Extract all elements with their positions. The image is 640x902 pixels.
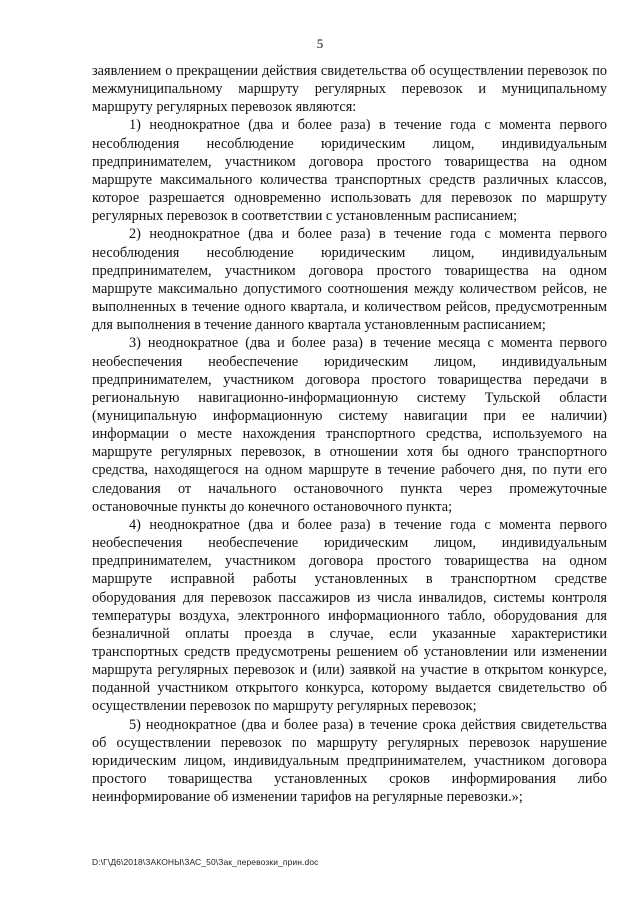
document-body [92,62,607,806]
paragraph-intro: заявлением о прекращении действия свидетельства об осуществлении перевозок по межмуниципальному маршруту регулярных перевозок и муниципальному маршруту регулярных перевозок являются: [92,63,607,116]
paragraph-item-5: 5) неоднократное (два и более раза) в течение срока действия свидетельства об осуществлении перевозок по маршруту регулярных перевозок нарушение юридическим лицом, индивидуальным предпринимателем, участником договора простого товарищества установленных сроков информирования либо неинформирование об изменении тарифов на регулярные перевозки.»; [92,716,607,806]
footer-file-path: D:\Г\Д6\2018\ЗАКОНЫ\ЗАС_50\Зак_перевозки_прин.doc [92,857,319,867]
paragraph-item-4: 4) неоднократное (два и более раза) в течение года с момента первого необеспечения необеспечение юридическим лицом, индивидуальным предпринимателем, участником договора простого товарищества на одном маршруте исправной работы установленных в транспортном средстве оборудования для перевозок пассажиров из числа инвалидов, системы контроля температуры воздуха, электронного информационного табло, оборудования для безналичной оплаты проезда в случае, если указанные характеристики транспортных средств предусмотрены решением об установлении или изменении маршрута регулярных перевозок и (или) заявкой на участие в открытом конкурсе, поданной участником открытого конкурса, которому выдается свидетельство об осуществлении перевозок по маршруту регулярных перевозок; [92,516,607,715]
page-number: 5 [316,36,324,51]
paragraph-item-3: 3) неоднократное (два и более раза) в течение месяца с момента первого необеспечения необеспечение юридическим лицом, индивидуальным предпринимателем, участником договора простого товарищества передачи в региональную навигационно-информационную систему Тульской области (муниципальную информационную систему навигации при ее наличии) информации о месте нахождения транспортного средства, используемого на маршруте регулярных перевозок, в отношении хотя бы одного транспортного средства, находящегося на одном маршруте в течение рабочего дня, по пути его следования от начального остановочного пункта через промежуточные остановочные пункты до конечного остановочного пункта; [92,335,607,515]
paragraph-item-2: 2) неоднократное (два и более раза) в течение года с момента первого несоблюдения несоблюдение юридическим лицом, индивидуальным предпринимателем, участником договора простого товарищества на одном маршруте максимально допустимого соотношения между количеством рейсов, не выполненных в течение одного квартала, и количеством рейсов, предусмотренным для выполнения в течение данного квартала установленным расписанием; [92,226,607,334]
paragraph-item-1: 1) неоднократное (два и более раза) в течение года с момента первого несоблюдения несоблюдение юридическим лицом, индивидуальным предпринимателем, участником договора простого товарищества на одном маршруте максимального количества транспортных средств различных классов, которое разрешается одновременно использовать для перевозок по маршруту регулярных перевозок в соответствии с установленным расписанием; [92,117,607,225]
